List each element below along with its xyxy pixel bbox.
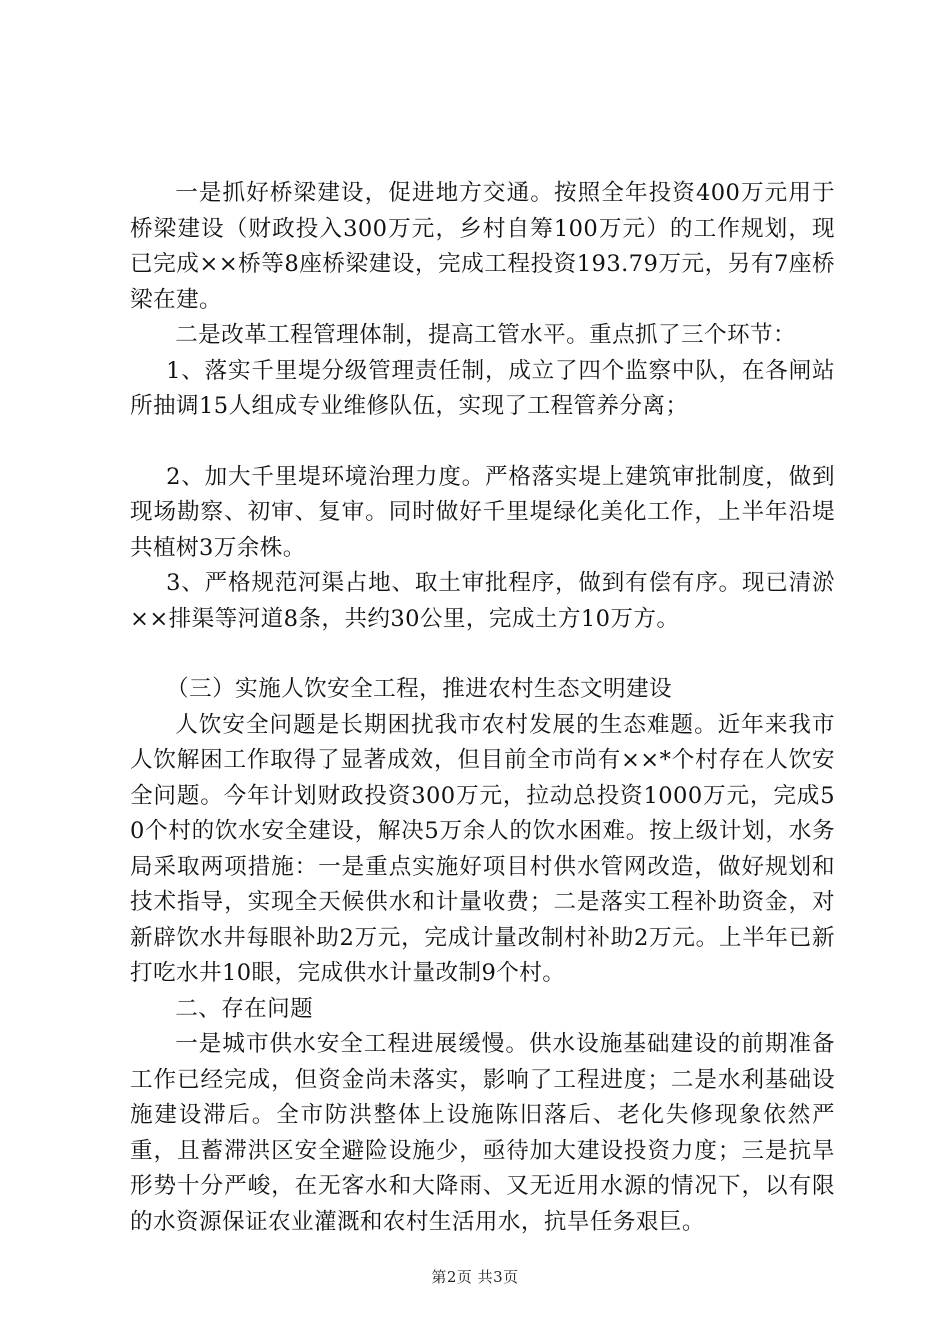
paragraph-management-reform: 二是改革工程管理体制，提高工管水平。重点抓了三个环节： — [175, 322, 797, 348]
document-body — [130, 176, 835, 1240]
paragraph-item-3: 3、严格规范河渠占地、取土审批程序，做到有偿有序。现已清淤××排渠等河道8条，共约30公里，完成土方10万方。 — [130, 570, 835, 632]
paragraph-drinking-water: 人饮安全问题是长期困扰我市农村发展的生态难题。近年来我市人饮解困工作取得了显著成效，但目前全市尚有××*个村存在人饮安全问题。今年计划财政投资300万元，拉动总投资1000万元，完成50个村的饮水安全建设，解决5万余人的饮水困难。按上级计划，水务局采取两项措施：一是重点实施好项目村供水管网改造，做好规划和技术指导，实现全天候供水和计量收费；二是落实工程补助资金，对新辟饮水井每眼补助2万元，完成计量改制村补助2万元。上半年已新打吃水井10眼，完成供水计量改制9个村。 — [130, 711, 835, 986]
section-heading-drinking-water: （三）实施人饮安全工程，推进农村生态文明建设 — [166, 676, 673, 702]
paragraph-item-1: 1、落实千里堤分级管理责任制，成立了四个监察中队，在各闸站所抽调15人组成专业维修队伍，实现了工程管养分离； — [130, 357, 835, 419]
page-number-footer: 第2页 共3页 — [431, 1268, 519, 1286]
paragraph-problems: 一是城市供水安全工程进展缓慢。供水设施基础建设的前期准备工作已经完成，但资金尚未落实，影响了工程进度；二是水利基础设施建设滞后。全市防洪整体上设施陈旧落后、老化失修现象依然严重，且蓄滞洪区安全避险设施少，亟待加大建设投资力度；三是抗旱形势十分严峻，在无客水和大降雨、又无近用水源的情况下，以有限的水资源保证农业灌溉和农村生活用水，抗旱任务艰巨。 — [130, 1031, 835, 1235]
paragraph-item-2: 2、加大千里堤环境治理力度。严格落实堤上建筑审批制度，做到现场勘察、初审、复审。同时做好千里堤绿化美化工作，上半年沿堤共植树3万余株。 — [130, 463, 835, 561]
paragraph-bridge-construction: 一是抓好桥梁建设，促进地方交通。按照全年投资400万元用于桥梁建设（财政投入300万元，乡村自筹100万元）的工作规划，现已完成××桥等8座桥梁建设，完成工程投资193.79万元，另有7座桥梁在建。 — [130, 180, 835, 313]
section-heading-problems: 二、存在问题 — [175, 995, 314, 1022]
